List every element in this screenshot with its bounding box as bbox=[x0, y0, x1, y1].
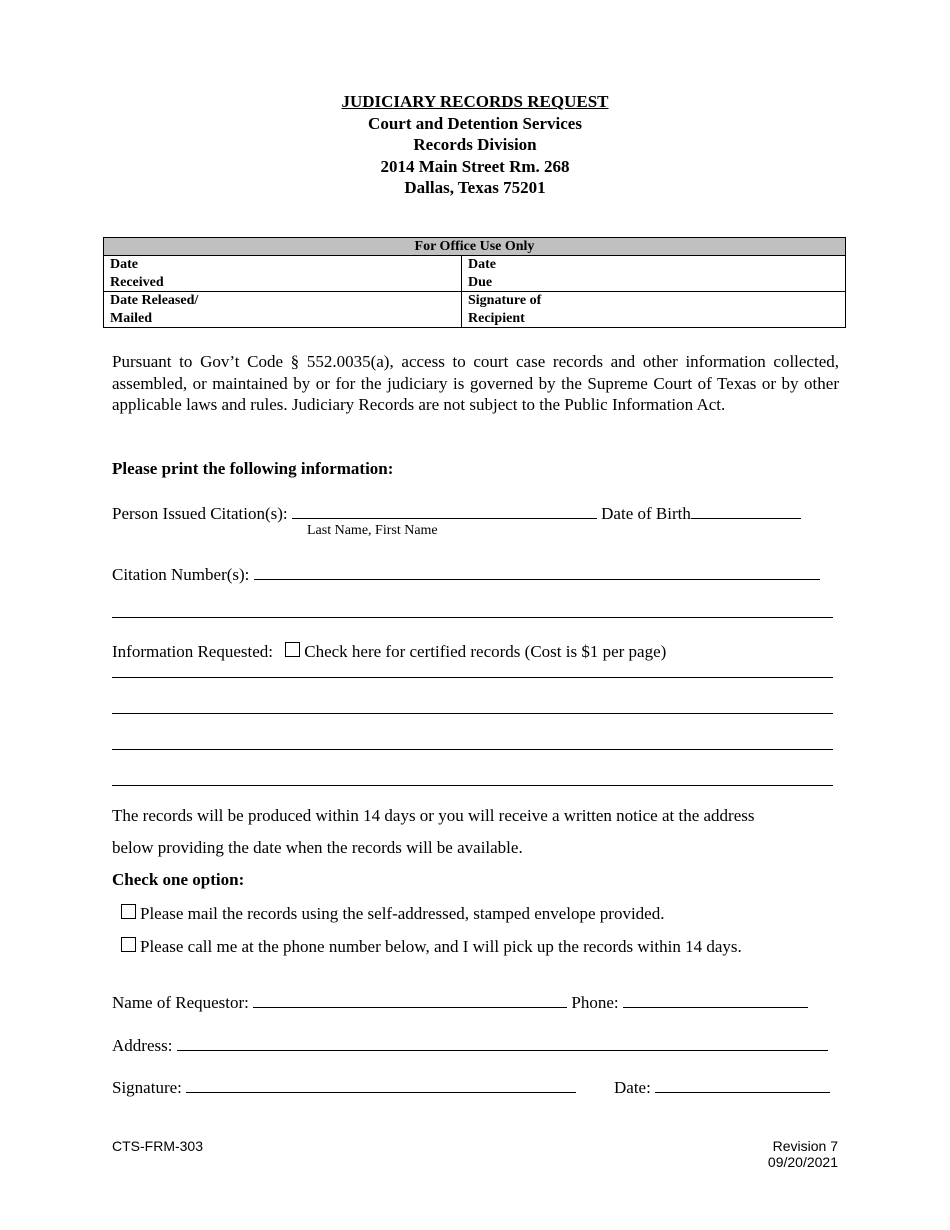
revision-number: Revision 7 bbox=[772, 1138, 838, 1154]
date-field[interactable] bbox=[655, 1075, 830, 1093]
person-row bbox=[112, 501, 801, 524]
mail-option-label: Please mail the records using the self-addressed, stamped envelope provided. bbox=[140, 904, 665, 923]
person-label: Person Issued Citation(s): bbox=[112, 504, 288, 523]
revision-block bbox=[768, 1138, 838, 1170]
department-name: Court and Detention Services bbox=[368, 113, 582, 133]
call-option-checkbox[interactable] bbox=[121, 937, 136, 952]
signature-recipient-cell[interactable] bbox=[462, 292, 846, 328]
option-mail-row bbox=[121, 904, 664, 924]
street-address: 2014 Main Street Rm. 268 bbox=[380, 156, 570, 176]
form-header bbox=[0, 91, 950, 199]
info-requested-row bbox=[112, 642, 666, 662]
info-requested-line-3[interactable] bbox=[112, 749, 833, 750]
address-label: Address: bbox=[112, 1036, 173, 1055]
address-row bbox=[112, 1033, 828, 1056]
division-name: Records Division bbox=[413, 135, 537, 154]
call-option-label: Please call me at the phone number below, and I will pick up the records within 14 days. bbox=[140, 937, 742, 956]
certified-label: Check here for certified records (Cost is $1 per page) bbox=[304, 642, 667, 661]
citation-row bbox=[112, 562, 820, 585]
date-due-label-1: Date bbox=[468, 257, 496, 272]
signature-recipient-label-2: Recipient bbox=[468, 310, 525, 326]
certified-checkbox[interactable] bbox=[285, 642, 300, 657]
phone-label: Phone: bbox=[571, 993, 619, 1012]
date-due-cell[interactable] bbox=[462, 256, 846, 292]
info-requested-line-4[interactable] bbox=[112, 785, 833, 786]
signature-field[interactable] bbox=[186, 1075, 576, 1093]
signature-recipient-label-1: Signature of bbox=[468, 293, 542, 308]
info-requested-line-2[interactable] bbox=[112, 713, 833, 714]
date-received-label-1: Date bbox=[110, 257, 138, 272]
mail-option-checkbox[interactable] bbox=[121, 904, 136, 919]
date-received-label-2: Received bbox=[110, 274, 164, 290]
date-released-label-2: Mailed bbox=[110, 310, 152, 326]
office-use-heading: For Office Use Only bbox=[104, 238, 846, 256]
print-heading: Please print the following information: bbox=[112, 459, 394, 478]
option-call-row bbox=[121, 937, 742, 957]
requestor-name-field[interactable] bbox=[253, 990, 567, 1008]
form-title: JUDICIARY RECORDS REQUEST bbox=[341, 92, 609, 111]
office-use-table bbox=[103, 237, 846, 328]
date-released-label-1: Date Released/ bbox=[110, 293, 199, 308]
signature-label: Signature: bbox=[112, 1078, 182, 1097]
requestor-name-label: Name of Requestor: bbox=[112, 993, 249, 1012]
dob-field[interactable] bbox=[691, 501, 801, 519]
intro-paragraph: Pursuant to Gov’t Code § 552.0035(a), access to court case records and other information collected, assembled, or maintained by or for the judiciary is governed by the Supreme Court of Texas or by other applicable laws and rules. Judiciary Records are not subject to the Public Information Act. bbox=[112, 352, 839, 414]
info-requested-line-1[interactable] bbox=[112, 677, 833, 678]
date-label: Date: bbox=[614, 1078, 651, 1097]
notice-line-2: below providing the date when the records will be available. bbox=[112, 838, 523, 857]
date-received-cell[interactable] bbox=[104, 256, 462, 292]
person-name-hint: Last Name, First Name bbox=[307, 523, 438, 538]
person-name-field[interactable] bbox=[292, 501, 597, 519]
phone-field[interactable] bbox=[623, 990, 808, 1008]
requestor-row bbox=[112, 990, 808, 1013]
notice-line-1: The records will be produced within 14 days or you will receive a written notice at the address bbox=[112, 806, 755, 825]
address-field[interactable] bbox=[177, 1033, 828, 1051]
citation-label: Citation Number(s): bbox=[112, 565, 250, 584]
options-heading: Check one option: bbox=[112, 870, 245, 889]
form-id: CTS-FRM-303 bbox=[112, 1138, 204, 1154]
info-requested-label: Information Requested: bbox=[112, 642, 273, 661]
citation-number-field[interactable] bbox=[254, 562, 820, 580]
signature-row bbox=[112, 1075, 576, 1098]
date-released-cell[interactable] bbox=[104, 292, 462, 328]
citation-number-extra-line[interactable] bbox=[112, 617, 833, 618]
date-row bbox=[614, 1075, 830, 1098]
date-due-label-2: Due bbox=[468, 274, 493, 290]
city-state-zip: Dallas, Texas 75201 bbox=[404, 178, 546, 197]
dob-label: Date of Birth bbox=[601, 504, 691, 523]
revision-date: 09/20/2021 bbox=[767, 1154, 838, 1170]
